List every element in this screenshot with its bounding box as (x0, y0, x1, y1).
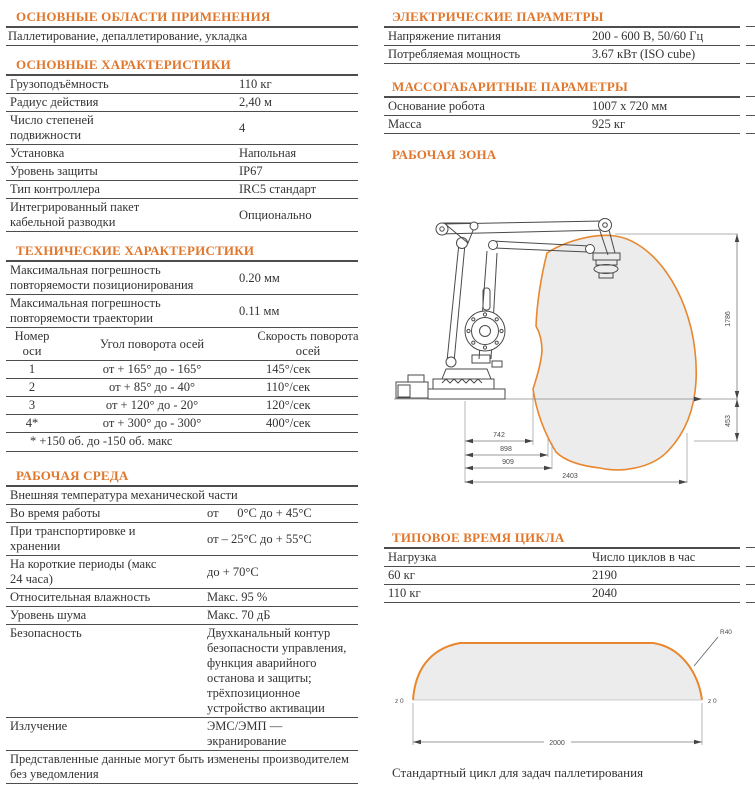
dim-742: 742 (493, 432, 505, 439)
section-title-applications: ОСНОВНЫЕ ОБЛАСТИ ПРИМЕНЕНИЯ (6, 8, 358, 28)
environment-subheader: Внешняя температура механической части (6, 487, 358, 505)
table-row (384, 46, 740, 64)
table-cell: Число степеней подвижности (10, 113, 97, 142)
table-cell: Излучение (10, 719, 68, 733)
table-cell: 0.11 мм (239, 303, 280, 318)
applications-table (6, 28, 358, 46)
cycle-table-header (384, 549, 740, 567)
tech-specs-table (6, 262, 358, 328)
section-title-electrical: ЭЛЕКТРИЧЕСКИЕ ПАРАМЕТРЫ (384, 8, 740, 28)
table-cell: Опционально (239, 207, 312, 222)
table-cell: 400°/сек (266, 416, 311, 430)
table-cell: Потребляемая мощность (388, 47, 521, 61)
section-title-cycle: ТИПОВОЕ ВРЕМЯ ЦИКЛА (384, 529, 740, 549)
section-title-mass: МАССОГАБАРИТНЫЕ ПАРАМЕТРЫ (384, 78, 740, 98)
table-cell: Макс. 95 % (207, 590, 268, 604)
table-cell: 3 (28, 398, 36, 412)
dim-1786: 1786 (725, 311, 732, 327)
workzone-diagram (384, 193, 755, 511)
dim-2403: 2403 (562, 473, 578, 480)
table-cell: Грузоподъёмность (10, 77, 109, 91)
axis-table-header (6, 328, 362, 361)
table-row (6, 589, 358, 607)
table-row (6, 625, 358, 718)
dim-898: 898 (500, 446, 512, 453)
table-cell: Максимальная погрешность повторяемости позиционирования (10, 263, 194, 292)
section-title-workzone: РАБОЧАЯ ЗОНА (392, 147, 497, 162)
table-cell: IP67 (239, 164, 263, 178)
disclaimer-note: Представленные данные могут быть изменены производителем без уведомления (6, 751, 358, 784)
cycle-shape (413, 643, 702, 700)
table-cell: 1 (28, 362, 36, 376)
table-cell: Макс. 70 дБ (207, 608, 271, 622)
section-cycle (384, 529, 740, 603)
radius-label: R40 (720, 629, 732, 636)
zero-line-arrow (694, 397, 702, 402)
table-cell: 4 (239, 120, 246, 135)
table-row (6, 145, 358, 163)
table-cell: Основание робота (388, 99, 485, 113)
table-row (6, 556, 358, 589)
table-cell: 200 - 600 В, 50/60 Гц (592, 29, 704, 43)
table-cell: 1007 x 720 мм (592, 99, 668, 113)
table-row (6, 607, 358, 625)
z-left-label: z 0 (395, 698, 404, 705)
table-cell: 145°/сек (266, 362, 311, 376)
table-cell: 110°/сек (266, 380, 311, 394)
electrical-table (384, 28, 740, 64)
section-workzone (384, 146, 740, 511)
table-cell: 2190 (592, 568, 617, 582)
table-row (6, 76, 358, 94)
table-cell: ЭМС/ЭМП — экранирование (207, 719, 287, 748)
section-title-environment: РАБОЧАЯ СРЕДА (6, 467, 358, 487)
table-cell: Напряжение питания (388, 29, 501, 43)
table-row (6, 397, 358, 415)
table-cell: Радиус действия (10, 95, 99, 109)
axis-table (6, 361, 358, 433)
mass-table (384, 98, 740, 134)
table-cell: На короткие периоды (макс 24 часа) (10, 557, 160, 586)
cycle-diagram (384, 611, 755, 761)
table-row (384, 98, 740, 116)
table-row (6, 379, 358, 397)
table-row (6, 415, 358, 433)
table-cell: Двухканальный контур безопасности управления, функция аварийного останова и защиты; трёхпозиционное устройство активации (207, 626, 350, 715)
main-specs-table (6, 76, 358, 232)
table-row (6, 163, 358, 181)
table-row (384, 585, 740, 603)
table-cell: Уровень шума (10, 608, 87, 622)
table-row (6, 181, 358, 199)
table-cell: Во время работы (10, 506, 101, 520)
vertical-dimensions (725, 234, 739, 441)
table-row (6, 505, 358, 523)
table-cell: Установка (10, 146, 65, 160)
right-column (384, 8, 740, 780)
left-column (6, 8, 362, 784)
section-environment (6, 467, 358, 784)
section-applications (6, 8, 358, 46)
table-cell: от + 165° до - 165° (102, 362, 202, 376)
table-cell: от + 120° до - 20° (105, 398, 199, 412)
table-cell: 0.20 мм (239, 270, 280, 285)
table-cell: 110 кг (239, 77, 272, 91)
table-row (384, 567, 740, 585)
table-cell: 120°/сек (266, 398, 311, 412)
table-cell: 3.67 кВт (ISO cube) (592, 47, 696, 61)
z-right-label: z 0 (708, 698, 717, 705)
table-cell: При транспортировке и хранении (10, 524, 139, 553)
table-row (6, 262, 358, 295)
table-row (6, 94, 358, 112)
table-cell: 110 кг (388, 586, 421, 600)
axis-col-header: Номер оси (14, 329, 53, 358)
table-cell: 4* (25, 416, 39, 430)
section-title-tech-specs: ТЕХНИЧЕСКИЕ ХАРАКТЕРИСТИКИ (6, 242, 358, 262)
table-row (6, 361, 358, 379)
table-cell: 2,40 м (239, 95, 272, 109)
table-cell: от 0°C до + 45°C (207, 506, 312, 520)
table-row (384, 116, 740, 134)
table-cell: Тип контроллера (10, 182, 100, 196)
dim-909: 909 (502, 459, 514, 466)
table-cell: Относительная влажность (10, 590, 151, 604)
table-cell: Интегрированный пакет кабельной разводки (10, 200, 143, 229)
table-row (384, 28, 740, 46)
table-cell: от + 300° до - 300° (102, 416, 202, 430)
dim-453: 453 (725, 415, 732, 427)
cycle-caption: Стандартный цикл для задач паллетирования (392, 765, 644, 780)
table-row (6, 199, 358, 232)
table-cell: до + 70°C (207, 564, 259, 579)
table-cell: Паллетирование, депаллетирование, укладка (8, 29, 248, 43)
radius-leader-line (694, 637, 718, 666)
table-row (6, 718, 358, 751)
table-row (6, 112, 358, 145)
section-title-main-specs: ОСНОВНЫЕ ХАРАКТЕРИСТИКИ (6, 56, 358, 76)
table-cell: от + 85° до - 40° (109, 380, 195, 394)
table-cell: IRC5 стандарт (239, 182, 317, 196)
table-cell: 60 кг (388, 568, 415, 582)
axis-table-footnote: * +150 об. до -150 об. макс (6, 433, 358, 452)
environment-table (6, 505, 358, 751)
dim-2000: 2000 (549, 740, 565, 747)
table-cell: Безопасность (10, 626, 82, 640)
table-cell: от – 25°C до + 55°C (207, 531, 312, 546)
table-row (6, 295, 358, 328)
work-envelope (533, 235, 696, 469)
section-main-specs (6, 56, 358, 232)
table-row (6, 523, 358, 556)
table-row (6, 28, 358, 46)
table-cell: 2040 (592, 586, 617, 600)
cycle-width-dimension (413, 703, 702, 747)
table-cell: 2 (28, 380, 36, 394)
cycle-col-header: Число циклов в час (592, 550, 696, 564)
table-cell: Уровень защиты (10, 164, 98, 178)
axis-col-header: Скорость поворота осей (257, 329, 362, 358)
table-cell: 925 кг (592, 117, 626, 131)
table-cell: Максимальная погрешность повторяемости траектории (10, 296, 164, 325)
cycle-table (384, 567, 740, 603)
section-mass (384, 78, 740, 134)
section-electrical (384, 8, 740, 64)
table-cell: Напольная (239, 146, 297, 160)
section-tech-specs (6, 242, 362, 452)
table-cell: Масса (388, 117, 422, 131)
cycle-col-header: Нагрузка (388, 550, 437, 564)
axis-col-header: Угол поворота осей (99, 336, 205, 351)
